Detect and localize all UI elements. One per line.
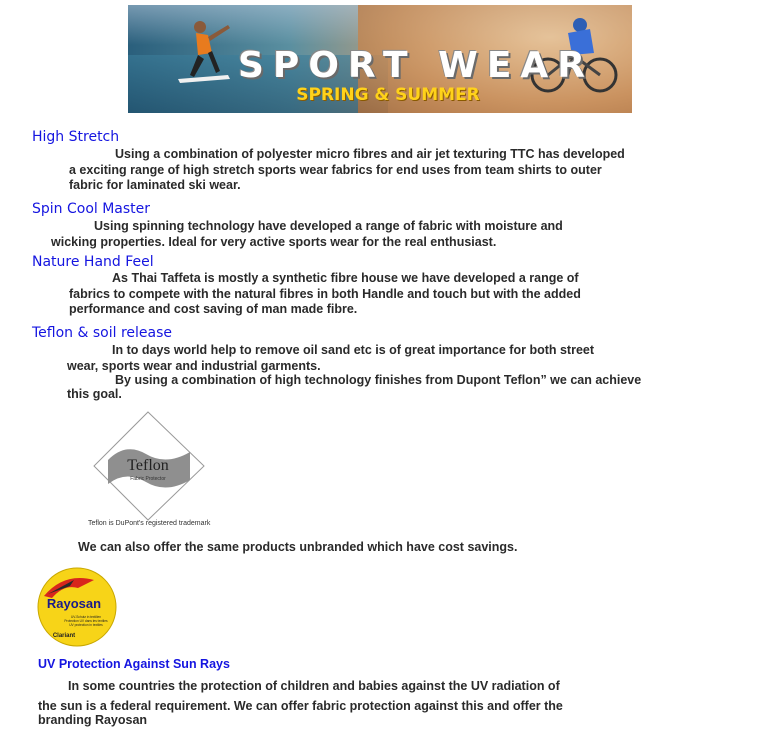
teflon-line-1: In to days world help to remove oil sand etc is of great importance for both street (112, 343, 595, 357)
wakeboarder-icon (168, 15, 238, 85)
teflon-logo (86, 410, 226, 532)
rayosan-text-2: Protection UV dans les textiles (64, 619, 108, 623)
rayosan-logo (34, 566, 120, 648)
heading-spin-cool-master: Spin Cool Master (32, 201, 151, 217)
heading-teflon-soil-release: Teflon & soil release (32, 325, 172, 341)
nature-line-1: As Thai Taffeta is mostly a synthetic fibre house we have developed a range of (112, 271, 579, 285)
rayosan-text-1: UV-Schutz in textilien (70, 615, 102, 619)
nature-line-2: fabrics to compete with the natural fibres in both Handle and touch but with the added (69, 287, 581, 301)
spin-cool-line-1: Using spinning technology have developed a range of fabric with moisture and (94, 219, 563, 233)
high-stretch-line-3: fabric for laminated ski wear. (69, 178, 241, 192)
rayosan-brand-text: Rayosan (46, 596, 102, 611)
rayosan-maker: Clariant (52, 633, 76, 639)
spin-cool-line-2: wicking properties. Ideal for very active sports wear for the real enthusiast. (51, 235, 497, 249)
rayosan-text-3: UV protection in textiles (69, 623, 103, 627)
teflon-line-2: wear, sports wear and industrial garments. (67, 359, 321, 373)
teflon-brand-text: Teflon (127, 457, 169, 474)
banner-title: SPORT WEAR (238, 45, 594, 86)
nature-line-3: performance and cost saving of man made fibre. (69, 302, 358, 316)
uv-line-1: In some countries the protection of children and babies against the UV radiation of (68, 679, 560, 693)
teflon-line-3: By using a combination of high technology finishes from Dupont Teflon” we can achieve (115, 373, 642, 387)
high-stretch-line-1: Using a combination of polyester micro fibres and air jet texturing TTC has developed (115, 147, 625, 161)
heading-high-stretch: High Stretch (32, 129, 120, 145)
heading-nature-hand-feel: Nature Hand Feel (32, 254, 154, 270)
heading-uv-protection: UV Protection Against Sun Rays (38, 657, 230, 671)
teflon-line-4: this goal. (67, 387, 122, 401)
banner-subtitle: SPRING & SUMMER (296, 85, 480, 105)
uv-line-2: the sun is a federal requirement. We can offer fabric protection against this and offer the (38, 699, 563, 713)
teflon-sub-text: Fabric Protector (130, 476, 166, 482)
uv-line-3: branding Rayosan (38, 713, 148, 727)
unbranded-note: We can also offer the same products unbranded which have cost savings. (78, 540, 518, 554)
teflon-caption: Teflon is DuPont's registered trademark (88, 520, 211, 527)
sportwear-banner (128, 5, 632, 113)
high-stretch-line-2: a exciting range of high stretch sports wear fabrics for end uses from team shirts to outer (69, 163, 602, 177)
